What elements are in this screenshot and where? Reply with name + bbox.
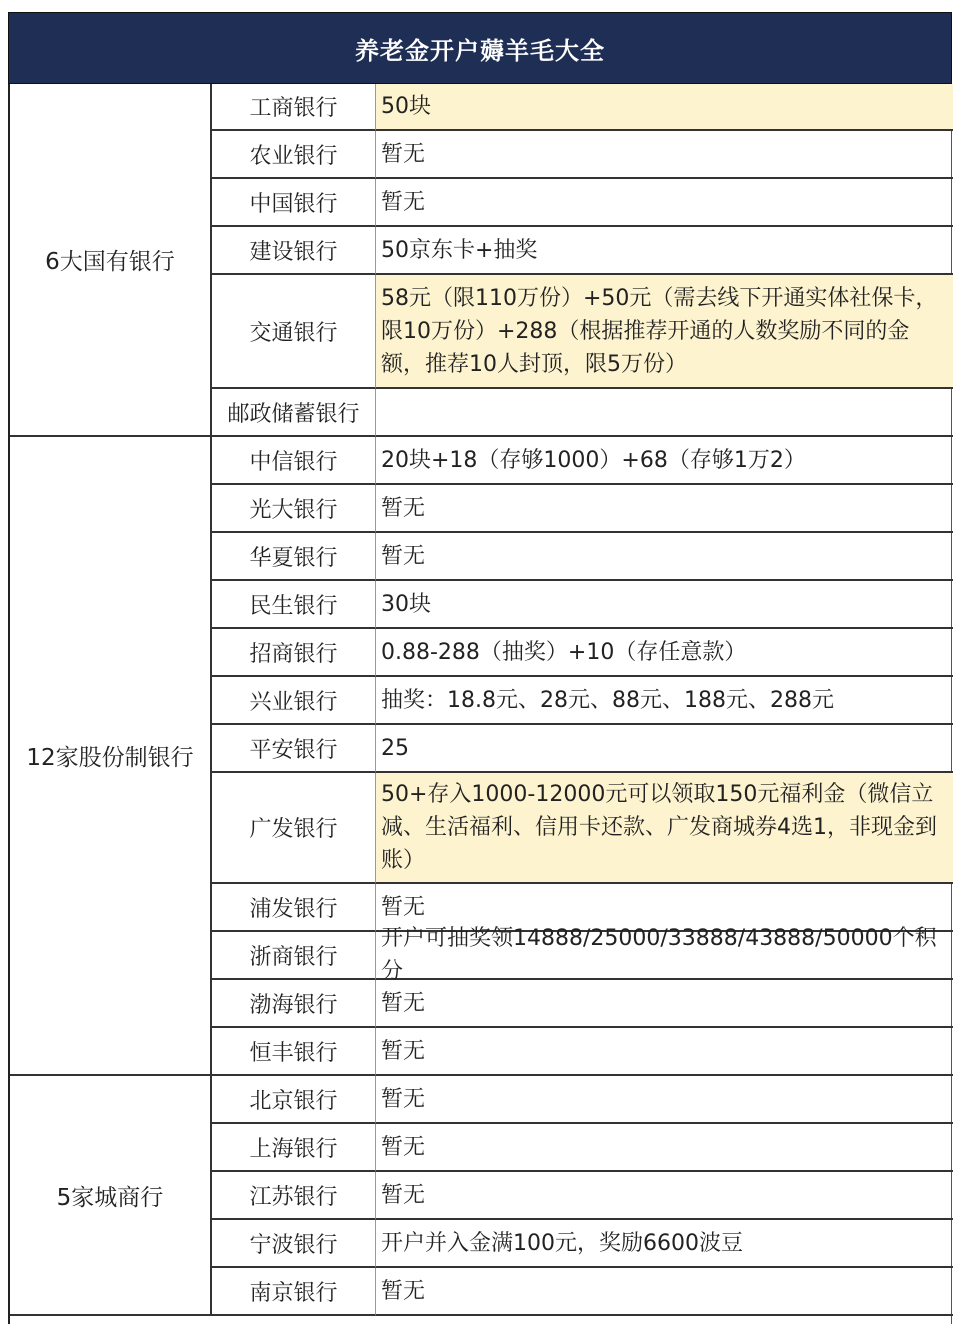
benefit-cell: 抽奖：18.8元、28元、88元、188元、288元 (376, 677, 953, 725)
benefit-cell: 50+存入1000-12000元可以领取150元福利金（微信立减、生活福利、信用卡还款、广发商城券4选1，非现金到账） (376, 773, 953, 884)
bank-name-cell: 浦发银行 (210, 884, 376, 932)
benefit-cell: 暂无 (376, 1172, 953, 1220)
benefit-cell: 开户可抽奖领14888/25000/33888/43888/50000个积分 (376, 932, 953, 980)
benefit-cell: 暂无 (376, 1076, 953, 1124)
bank-name-cell: 渤海银行 (210, 980, 376, 1028)
benefit-cell: 25 (376, 725, 953, 773)
benefit-cell: 暂无 (376, 980, 953, 1028)
bank-category-cell: 12家股份制银行 (10, 437, 210, 1076)
bank-name-cell: 南京银行 (210, 1268, 376, 1316)
benefit-cell (376, 389, 953, 437)
bank-name-cell: 农业银行 (210, 131, 376, 179)
bank-name-cell: 浙商银行 (210, 932, 376, 980)
bank-name-cell: 广发银行 (210, 773, 376, 884)
bank-table (8, 84, 952, 1324)
benefit-cell: 暂无 (376, 179, 953, 227)
bank-name-cell: 民生银行 (210, 581, 376, 629)
bank-name-cell: 招商银行 (210, 629, 376, 677)
benefit-cell: 30块 (376, 581, 953, 629)
benefit-cell: 暂无 (376, 1124, 953, 1172)
benefit-cell: 开户并入金满100元，奖励6600波豆 (376, 1220, 953, 1268)
table-title: 养老金开户薅羊毛大全 (8, 12, 952, 84)
bank-name-cell: 中信银行 (210, 437, 376, 485)
bank-name-cell: 兴业银行 (210, 677, 376, 725)
bank-category-cell: 5家城商行 (10, 1076, 210, 1316)
bank-name-cell: 建设银行 (210, 227, 376, 275)
bank-name-cell: 北京银行 (210, 1076, 376, 1124)
bank-name-cell: 邮政储蓄银行 (210, 389, 376, 437)
bank-name-cell: 中国银行 (210, 179, 376, 227)
bank-category-cell: 6大国有银行 (10, 84, 210, 437)
bank-name-cell: 光大银行 (210, 485, 376, 533)
benefit-cell: 暂无 (376, 131, 953, 179)
benefit-cell: 50块 (376, 84, 953, 131)
benefit-cell: 暂无 (376, 533, 953, 581)
benefit-cell: 58元（限110万份）+50元（需去线下开通实体社保卡，限10万份）+288（根据推荐开通的人数奖励不同的金额，推荐10人封顶，限5万份） (376, 275, 953, 389)
bank-name-cell: 恒丰银行 (210, 1028, 376, 1076)
benefit-cell: 0.88-288（抽奖）+10（存任意款） (376, 629, 953, 677)
bank-name-cell: 交通银行 (210, 275, 376, 389)
bank-name-cell: 上海银行 (210, 1124, 376, 1172)
bank-name-cell: 工商银行 (210, 84, 376, 131)
bank-name-cell: 江苏银行 (210, 1172, 376, 1220)
benefit-cell: 暂无 (376, 485, 953, 533)
bank-name-cell: 宁波银行 (210, 1220, 376, 1268)
benefit-cell: 50京东卡+抽奖 (376, 227, 953, 275)
bank-name-cell: 华夏银行 (210, 533, 376, 581)
benefit-cell: 20块+18（存够1000）+68（存够1万2） (376, 437, 953, 485)
benefit-cell: 暂无 (376, 1268, 953, 1316)
benefit-cell: 暂无 (376, 884, 953, 932)
benefit-cell: 暂无 (376, 1028, 953, 1076)
bank-name-cell: 平安银行 (210, 725, 376, 773)
